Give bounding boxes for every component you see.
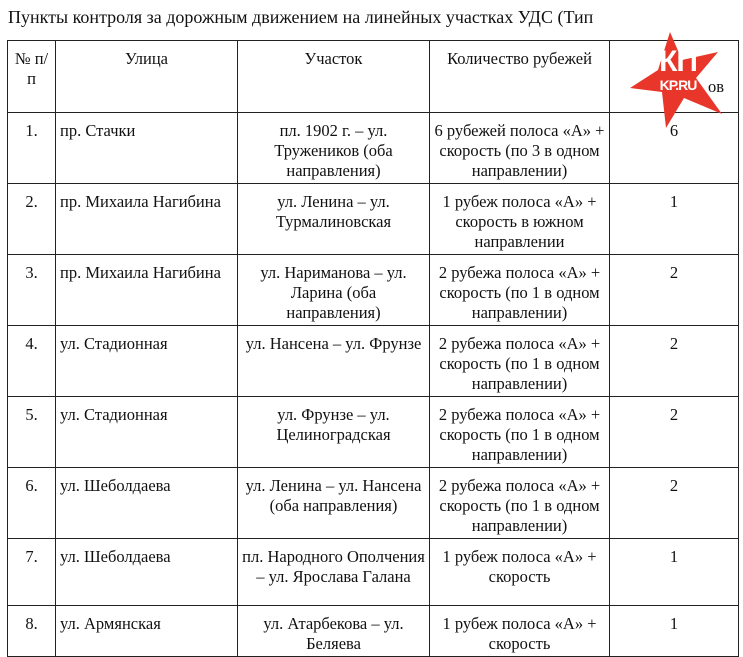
row-section: пл. Народного Ополчения – ул. Ярослава Галана <box>238 539 430 606</box>
row-section: ул. Атарбекова – ул. Беляева <box>238 606 430 657</box>
row-street: пр. Стачки <box>56 113 238 184</box>
table-row <box>8 326 739 397</box>
row-count: 2 рубежа полоса «А» + скорость (по 1 в одном направлении) <box>430 326 610 397</box>
row-count: 2 рубежа полоса «А» + скорость (по 1 в одном направлении) <box>430 468 610 539</box>
row-street: ул. Шеболдаева <box>56 468 238 539</box>
table-row <box>8 539 739 606</box>
row-street: пр. Михаила Нагибина <box>56 184 238 255</box>
table-row <box>8 468 739 539</box>
row-num: 5. <box>8 397 56 468</box>
row-street: ул. Армянская <box>56 606 238 657</box>
table-row <box>8 184 739 255</box>
row-section: ул. Ленина – ул. Нансена (оба направления) <box>238 468 430 539</box>
row-street: ул. Шеболдаева <box>56 539 238 606</box>
header-count: Количество рубежей <box>430 41 610 113</box>
logo-sub-text: KP.RU <box>659 77 697 93</box>
row-count: 1 рубеж полоса «А» + скорость в южном направлении <box>430 184 610 255</box>
control-points-table <box>7 40 739 657</box>
row-count: 2 рубежа полоса «А» + скорость (по 1 в одном направлении) <box>430 255 610 326</box>
row-total: 1 <box>610 606 739 657</box>
row-total: 2 <box>610 255 739 326</box>
row-street: пр. Михаила Нагибина <box>56 255 238 326</box>
logo-main-text: КП <box>659 45 697 78</box>
table-row <box>8 397 739 468</box>
row-section: ул. Ленина – ул. Турмалиновская <box>238 184 430 255</box>
header-total-text: ов <box>707 77 724 96</box>
row-num: 2. <box>8 184 56 255</box>
row-street: ул. Стадионная <box>56 397 238 468</box>
row-count: 6 рубежей полоса «А» + скорость (по 3 в одном направлении) <box>430 113 610 184</box>
table-row <box>8 606 739 657</box>
row-section: ул. Нансена – ул. Фрунзе <box>238 326 430 397</box>
row-count: 2 рубежа полоса «А» + скорость (по 1 в одном направлении) <box>430 397 610 468</box>
row-num: 4. <box>8 326 56 397</box>
kp-logo-text <box>638 45 718 93</box>
header-num: № п/п <box>8 41 56 113</box>
row-num: 3. <box>8 255 56 326</box>
row-section: ул. Фрунзе – ул. Целиноградская <box>238 397 430 468</box>
row-total: 1 <box>610 539 739 606</box>
header-street: Улица <box>56 41 238 113</box>
row-total: 6 <box>610 113 739 184</box>
row-street: ул. Стадионная <box>56 326 238 397</box>
row-total: 2 <box>610 397 739 468</box>
document-title: Пункты контроля за дорожным движением на линейных участках УДС (Тип <box>8 7 594 27</box>
header-section: Участок <box>238 41 430 113</box>
row-num: 6. <box>8 468 56 539</box>
row-count: 1 рубеж полоса «А» + скорость <box>430 606 610 657</box>
row-section: пл. 1902 г. – ул. Тружеников (оба направления) <box>238 113 430 184</box>
row-section: ул. Нариманова – ул. Ларина (оба направления) <box>238 255 430 326</box>
row-total: 1 <box>610 184 739 255</box>
table-row <box>8 255 739 326</box>
row-total: 2 <box>610 326 739 397</box>
row-num: 1. <box>8 113 56 184</box>
row-num: 7. <box>8 539 56 606</box>
row-num: 8. <box>8 606 56 657</box>
row-count: 1 рубеж полоса «А» + скорость <box>430 539 610 606</box>
row-total: 2 <box>610 468 739 539</box>
